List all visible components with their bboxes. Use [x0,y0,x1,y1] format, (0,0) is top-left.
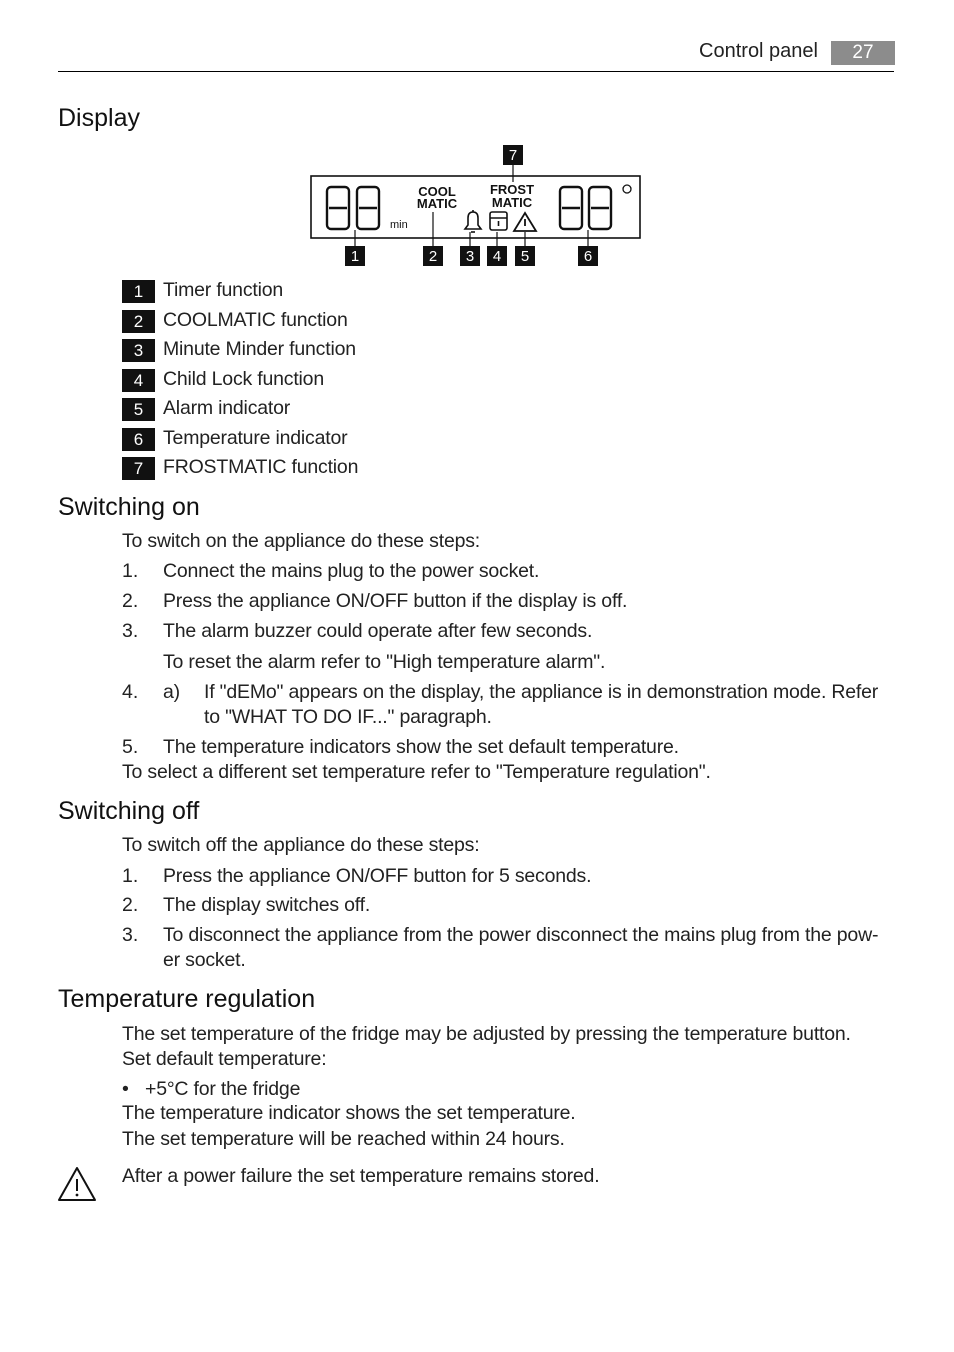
step-number: 2. [122,590,139,612]
switching-on-intro: To switch on the appliance do these steps: [122,530,480,552]
temperature-regulation-heading: Temperature regulation [58,985,316,1013]
svg-text:6: 6 [583,248,593,265]
step-sub-marker: a) [163,681,180,703]
bullet-item: +5°C for the fridge [145,1078,301,1100]
frostmatic-label-1: FROST [489,182,535,197]
legend-number: 2 [122,310,155,333]
step-number: 3. [122,620,139,642]
step-note: To reset the alarm refer to "High temperature alarm". [163,651,606,673]
display-panel-diagram [300,140,650,270]
callout-7 [503,145,523,165]
legend-label: Temperature indicator [163,427,348,449]
legend-label: FROSTMATIC function [163,456,359,478]
legend-number: 1 [122,280,155,303]
legend-number: 4 [122,369,155,392]
switching-on-outro: To select a different set temperature refer to "Temperature regulation". [122,761,711,783]
legend-label: Alarm indicator [163,397,291,419]
step-text: If "dEMo" appears on the display, the appliance is in demonstration mode. Refer [204,681,879,703]
step-text: Press the appliance ON/OFF button for 5 seconds. [163,865,592,887]
min-label: min [390,219,408,231]
callout-1 [345,246,365,266]
step-text: er socket. [163,949,246,971]
temperature-digits [560,187,611,229]
step-number: 2. [122,894,139,916]
legend-number: 3 [122,339,155,362]
legend-number: 7 [122,457,155,480]
svg-text:3: 3 [465,248,475,265]
degree-icon [623,185,631,193]
svg-text:2: 2 [428,248,438,265]
callout-4 [487,246,507,266]
bell-icon [465,210,481,232]
legend-label: Child Lock function [163,368,324,390]
warning-text: After a power failure the set temperature remains stored. [122,1165,600,1187]
legend-label: COOLMATIC function [163,309,348,331]
alarm-triangle-icon [514,213,536,231]
step-number: 1. [122,865,139,887]
svg-text:7: 7 [508,147,518,164]
switching-off-heading: Switching off [58,797,200,825]
header-rule [58,71,894,72]
callout-5 [515,246,535,266]
step-text: To disconnect the appliance from the power disconnect the mains plug from the pow- [163,924,879,946]
paragraph: The set temperature of the fridge may be adjusted by pressing the temperature button. [122,1023,851,1045]
switching-on-heading: Switching on [58,493,200,521]
step-text: The alarm buzzer could operate after few seconds. [163,620,593,642]
step-text: Connect the mains plug to the power socket. [163,560,540,582]
step-number: 3. [122,924,139,946]
step-number: 1. [122,560,139,582]
coolmatic-label-2: MATIC [416,196,458,211]
timer-digits [327,187,379,229]
section-title: Control panel [699,40,818,62]
paragraph: The set temperature will be reached within 24 hours. [122,1128,565,1150]
step-text: Press the appliance ON/OFF button if the display is off. [163,590,628,612]
paragraph: Set default temperature: [122,1048,327,1070]
svg-text:4: 4 [492,248,502,265]
step-text: The display switches off. [163,894,371,916]
svg-text:5: 5 [520,248,530,265]
legend-number: 5 [122,398,155,421]
step-number: 4. [122,681,139,703]
display-heading: Display [58,104,140,132]
callout-3 [460,246,480,266]
paragraph: The temperature indicator shows the set temperature. [122,1102,576,1124]
svg-text:1: 1 [350,248,360,265]
frostmatic-label-2: MATIC [491,195,533,210]
callout-2 [423,246,443,266]
warning-icon [57,1166,97,1202]
step-number: 5. [122,736,139,758]
legend-label: Timer function [163,279,284,301]
lock-icon [490,212,507,230]
switching-off-intro: To switch off the appliance do these steps: [122,834,480,856]
callout-6 [578,246,598,266]
bullet-marker: • [122,1078,129,1100]
page-number: 27 [831,41,895,65]
coolmatic-label-1: COOL [418,184,456,199]
step-text: The temperature indicators show the set default temperature. [163,736,679,758]
legend-label: Minute Minder function [163,338,356,360]
legend-number: 6 [122,428,155,451]
step-text: to "WHAT TO DO IF..." paragraph. [204,706,492,728]
